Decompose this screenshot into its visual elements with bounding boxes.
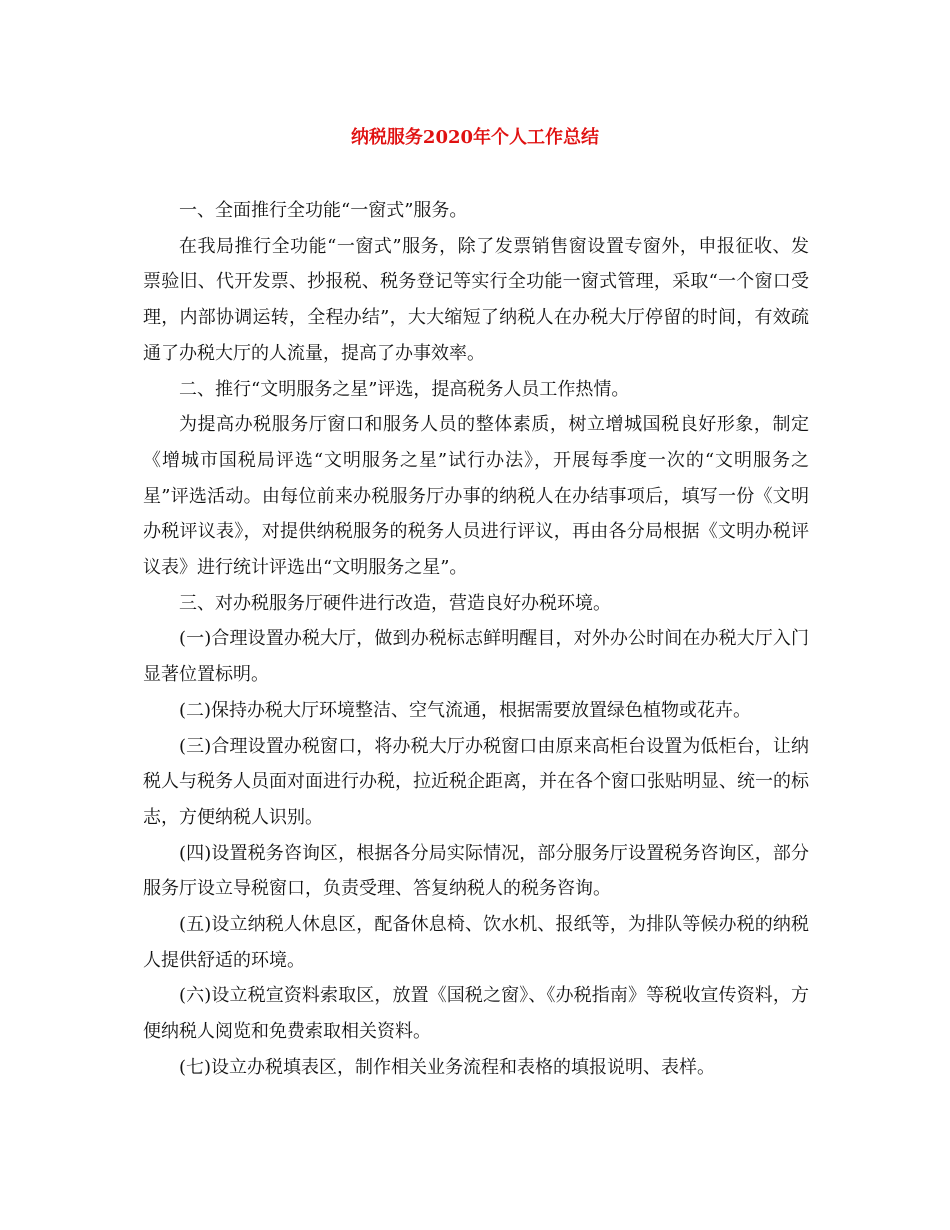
body-paragraph: 在我局推行全功能“一窗式”服务，除了发票销售窗设置专窗外，申报征收、发票验旧、代开发票、抄报税、税务登记等实行全功能一窗式管理，采取“一个窗口受理，内部协调运转，全程办结”，大大缩短了纳税人在办税大厅停留的时间，有效疏通了办税大厅的人流量，提高了办事效率。 bbox=[143, 235, 809, 364]
list-item: (二)保持办税大厅环境整洁、空气流通，根据需要放置绿色植物或花卉。 bbox=[179, 699, 752, 721]
body-paragraph: 为提高办税服务厅窗口和服务人员的整体素质，树立增城国税良好形象，制定《增城市国税局评选“文明服务之星”试行办法》，开展每季度一次的“文明服务之星”评选活动。由每位前来办税服务厅办事的纳税人在办结事项后，填写一份《文明办税评议表》，对提供纳税服务的税务人员进行评议，再由各分局根据《文明办税评议表》进行统计评选出“文明服务之星”。 bbox=[143, 414, 809, 579]
list-item: (五)设立纳税人休息区，配备休息椅、饮水机、报纸等，为排队等候办税的纳税人提供舒适的环境。 bbox=[143, 914, 809, 971]
section-heading-2: 二、推行“文明服务之星”评选，提高税务人员工作热情。 bbox=[179, 378, 630, 400]
section-heading-1: 一、全面推行全功能“一窗式”服务。 bbox=[179, 200, 468, 221]
list-item: (三)合理设置办税窗口，将办税大厅办税窗口由原来高柜台设置为低柜台，让纳税人与税务人员面对面进行办税，拉近税企距离，并在各个窗口张贴明显、统一的标志，方便纳税人识别。 bbox=[143, 735, 809, 828]
list-item: (六)设立税宣资料索取区，放置《国税之窗》、《办税指南》等税收宣传资料，方便纳税人阅览和免费索取相关资料。 bbox=[143, 985, 809, 1043]
list-item: (一)合理设置办税大厅，做到办税标志鲜明醒目，对外办公时间在办税大厅入门显著位置标明。 bbox=[143, 628, 809, 686]
document-body bbox=[143, 193, 809, 1086]
list-item: (七)设立办税填表区，制作相关业务流程和表格的填报说明、表样。 bbox=[179, 1056, 716, 1078]
document-title: 纳税服务2020年个人工作总结 bbox=[350, 127, 600, 148]
list-item: (四)设置税务咨询区，根据各分局实际情况，部分服务厅设置税务咨询区，部分服务厅设立导税窗口，负责受理、答复纳税人的税务咨询。 bbox=[143, 842, 809, 900]
section-heading-3: 三、对办税服务厅硬件进行改造，营造良好办税环境。 bbox=[179, 592, 611, 614]
